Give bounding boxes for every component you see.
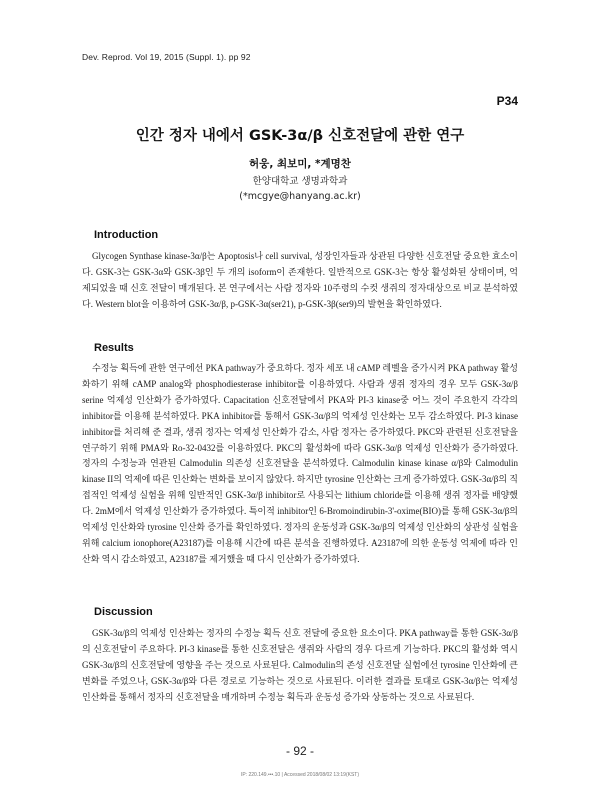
poster-code: P34 [496,94,518,108]
affiliation: 한양대학교 생명과학과 [252,176,348,187]
affiliation-block [0,174,600,204]
authors: 허웅, 최보미, *계명찬 [249,158,351,170]
introduction-heading: Introduction [94,229,159,241]
results-heading: Results [94,342,134,354]
results-text: 수정능 획득에 관한 연구에선 PKA pathway가 중요하다. 정자 세포 내 cAMP 레벨을 증가시켜 PKA pathway 활성화하기 위해 cAMP analog와 phosphodiesterase inhibitor를 이용하였다. 사람과 생쥐 정자의 경우 모두 GSK-3α/β serine 억제성 인산화가 증가하였다. Capacitation 신호전달에서 PKA와 PI-3 kinase중 어느 것이 주요한지 각각의 inhibitor를 이용해 분석하였다. PKA inhibitor를 통해서 GSK-3α/β의 억제성 인산화는 모두 감소하였다. PI-3 kinase inhibitor를 처리해 준 결과, 생쥐 정자는 억제성 인산화가 감소, 사람 정자는 증가하였다. PKC와 관련된 신호전달을 연구하기 위해 PMA와 Ro-32-0432를 이용하였다. PKC의 활성화에 따라 GSK-3α/β 억제성 인산화가 증가하였다. 정자의 수정능과 연관된 Calmodulin 의존성 신호전달을 분석하였다. Calmodulin kinase kinase α/β와 Calmodulin kinase II의 억제에 따른 인산화는 변화를 보이지 않았다. 하지만 tyrosine 인산화는 크게 증가하였다. GSK-3α/β의 직접적인 억제성 실험을 위해 일반적인 GSK-3α/β inhibitor로 사용되는 lithium chloride를 이용해 생쥐 정자를 배양했다. 2mM에서 억제성 인산화가 증가하였다. 특이적 inhibitor인 6-Bromoindirubin-3'-oxime(BIO)를 통해 GSK-3α/β의 억제성 인산화와 tyrosine 인산화 증가를 확인하였다. 정자의 운동성과 GSK-3α/β의 억제성 인산화의 상관성 실험을 위해 calcium ionophore(A23187)를 이용해 시간에 따른 분석을 진행하였다. A23187에 의한 운동성 억제에 따라 인산화 역시 감소하였고, A23187를 제거했을 때 다시 인산화가 증가하였다. [82,363,518,564]
page-number: - 92 - [285,744,314,758]
introduction-text: Glycogen Synthase kinase-3α/β는 Apoptosis나 cell survival, 성장인자들과 상관된 다양한 신호전달 중요한 효소이다. GSK-3는 GSK-3α와 GSK-3β인 두 개의 isoform이 존재한다. 일반적으로 GSK-3는 항상 활성화된 상태이며, 억제되었을 때 신호 전달이 매개된다. 본 연구에서는 사람 정자와 10주령의 수컷 생쥐의 정자대상으로 비교 분석하였다. Western blot을 이용하여 GSK-3α/β, p-GSK-3α(ser21), p-GSK-3β(ser9)의 발현을 확인하였다. [82,251,518,309]
discussion-text: GSK-3α/β의 억제성 인산화는 정자의 수정능 획득 신호 전달에 중요한 요소이다. PKA pathway를 통한 GSK-3α/β의 신호전달이 주요하다. PI-3 kinase를 통한 신호전달은 생쥐와 사람의 경우 다르게 기능하다. PKC의 활성화 역시 GSK-3α/β의 신호전달에 영향을 주는 것으로 사료된다. Calmodulin의 존성 신호전달 실험에선 tyrosine 인산화에 큰 변화를 주었으나, GSK-3α/β와 다른 경로로 기능하는 것으로 사료된다. 이러한 결과를 토대로 GSK-3α/β는 억제성 인산화를 통해서 정자의 신호전달을 매개하며 수정능 획득과 운동성 증가와 상동하는 것으로 사료된다. [82,628,518,702]
access-footer: IP: 220.149.•••.10 | Accessed 2018/08/02 13:19(KST) [240,772,359,778]
journal-citation: Dev. Reprod. Vol 19, 2015 (Suppl. 1). pp 92 [82,52,251,62]
paper-title: 인간 정자 내에서 GSK-3α/β 신호전달에 관한 연구 [135,128,465,144]
discussion-heading: Discussion [94,606,153,618]
corresponding-email: (*mcgye@hanyang.ac.kr) [239,191,361,202]
